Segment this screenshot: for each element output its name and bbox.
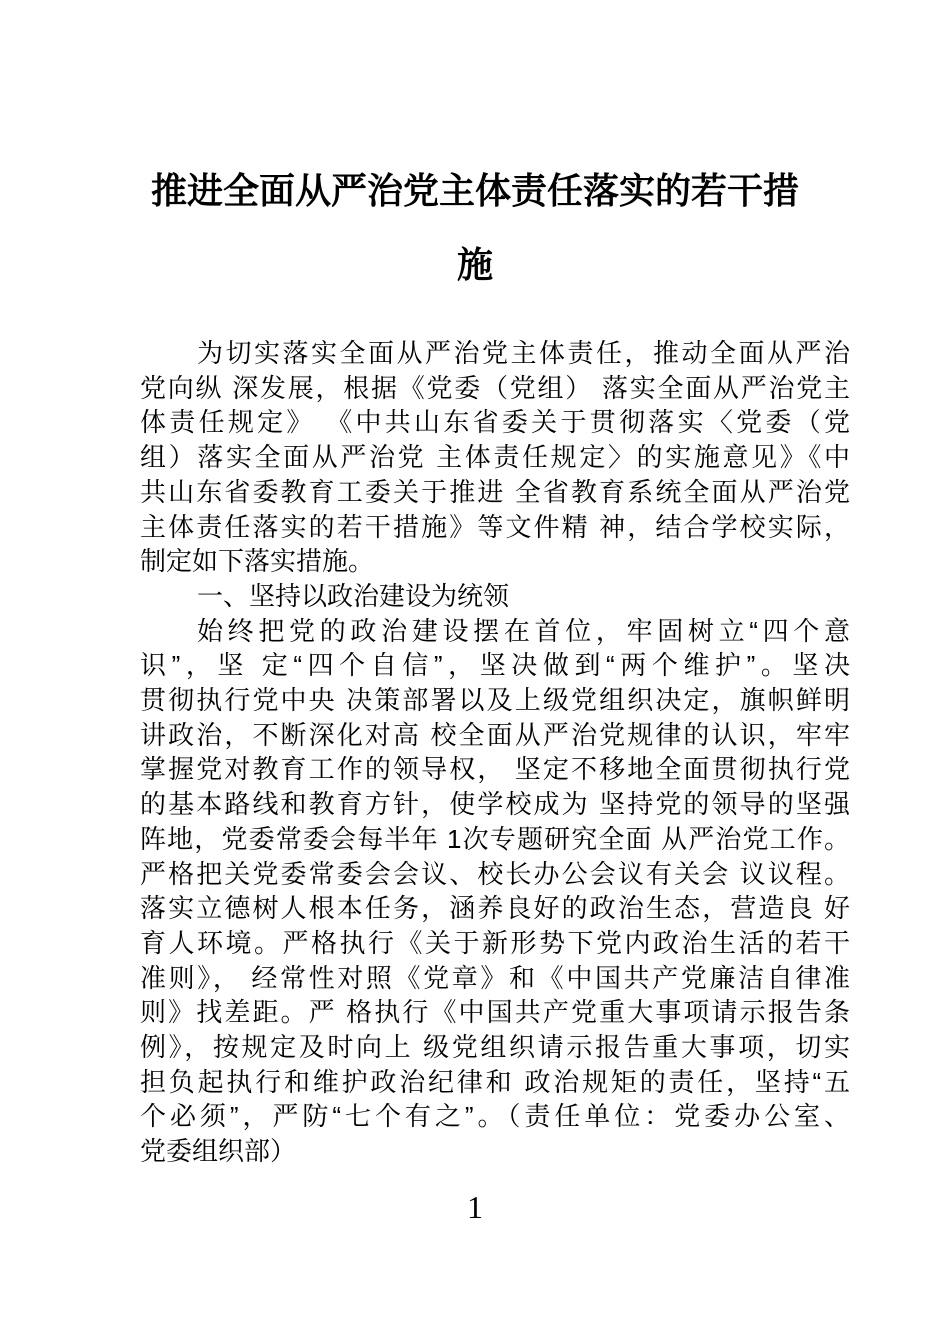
document-title	[0, 154, 950, 302]
title-line-1: 推进全面从严治党主体责任落实的若干措	[150, 170, 799, 211]
paragraph2-line: 严格把关党委常委会会议、校长办公会议有关会 议议程。	[140, 858, 850, 889]
paragraph1-line: 为切实落实全面从严治党主体责任，推动全面从严治	[197, 338, 850, 368]
section-heading: 一、坚持以政治建设为统领	[197, 580, 510, 611]
paragraph2-line: 始终把党的政治建设摆在首位，牢固树立“四个意	[197, 615, 850, 646]
paragraph2-line: 则》找差距。严 格执行《中国共产党重大事项请示报告条	[140, 997, 850, 1028]
paragraph1-line: 共山东省委教育工委关于推进 全省教育系统全面从严治党	[140, 476, 850, 507]
paragraph2-line: 识”，坚 定“四个自信”，坚决做到“两个维护”。坚决	[140, 650, 850, 681]
paragraph2-line: 育人环境。严格执行《关于新形势下党内政治生活的若干	[140, 927, 850, 958]
paragraph2-line: 个必须”，严防“七个有之”。（责任单位：党委办公室、	[140, 1101, 850, 1132]
paragraph1-line: 制定如下落实措施。	[140, 546, 375, 577]
title-line-2: 施	[456, 244, 493, 285]
paragraph2-line: 讲政治，不断深化对高 校全面从严治党规律的认识，牢牢	[140, 719, 850, 750]
paragraph2-line: 阵地，党委常委会每半年 1次专题研究全面 从严治党工作。	[140, 823, 850, 854]
paragraph1-line: 体责任规定》 《中共山东省委关于贯彻落实〈党委（党	[140, 407, 850, 438]
paragraph2-line: 掌握党对教育工作的领导权， 坚定不移地全面贯彻执行党	[140, 754, 850, 785]
page-number: 1	[467, 1188, 483, 1225]
paragraph2-line: 落实立德树人根本任务，涵养良好的政治生态，营造良 好	[140, 893, 850, 924]
document-body	[140, 336, 850, 1169]
paragraph2-line: 例》，按规定及时向上 级党组织请示报告重大事项，切实	[140, 1032, 850, 1063]
paragraph1-line: 主体责任落实的若干措施》等文件精 神，结合学校实际，	[140, 511, 850, 542]
paragraph1-line: 组）落实全面从严治党 主体责任规定〉的实施意见》《中	[140, 442, 850, 473]
paragraph2-line: 党委组织部）	[140, 1136, 297, 1167]
paragraph2-line: 准则》， 经常性对照《党章》和《中国共产党廉洁自律准	[140, 962, 850, 993]
paragraph2-line: 担负起执行和维护政治纪律和 政治规矩的责任，坚持“五	[140, 1066, 850, 1097]
paragraph2-line: 贯彻执行党中央 决策部署以及上级党组织决定，旗帜鲜明	[140, 685, 850, 716]
paragraph2-line: 的基本路线和教育方针，使学校成为 坚持党的领导的坚强	[140, 789, 850, 820]
paragraph1-line: 党向纵 深发展，根据《党委（党组） 落实全面从严治党主	[140, 372, 850, 403]
